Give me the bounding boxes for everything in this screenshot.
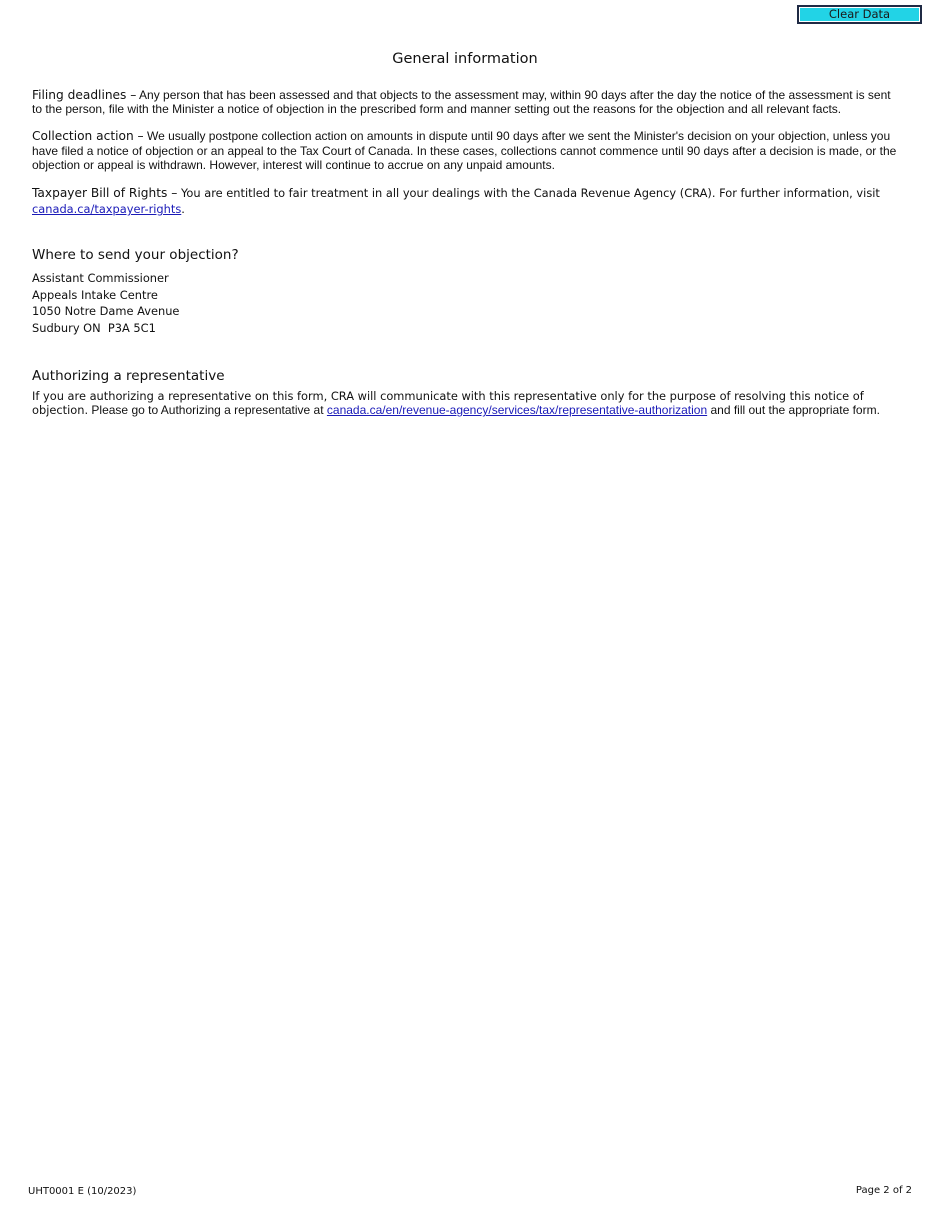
address-line: 1050 Notre Dame Avenue — [32, 304, 180, 319]
authorizing-text-middle: Please go to Authorizing a representative at — [88, 403, 327, 418]
collection-action-lead: Collection action – — [32, 129, 144, 144]
authorizing-representative-text — [32, 389, 912, 417]
address-line: Assistant Commissioner — [32, 271, 169, 285]
mailing-address — [32, 270, 179, 336]
filing-deadlines-paragraph — [32, 88, 902, 116]
authorizing-text-end: and fill out the appropriate form. — [707, 403, 880, 418]
taxpayer-rights-lead: Taxpayer Bill of Rights – — [32, 186, 178, 201]
clear-data-button[interactable]: Clear Data — [797, 5, 922, 24]
form-identifier: UHT0001 E (10/2023) — [28, 1186, 137, 1197]
filing-deadlines-lead: Filing deadlines – — [32, 88, 137, 102]
page-number: Page 2 of 2 — [855, 1185, 912, 1196]
filing-deadlines-text: Any person that has been assessed and that objects to the assessment may, within 90 days after the day the notice of the assessment is sent to the person, file with the Minister a notice of objection in the prescribed form and manner setting out the reasons for the objection and all relevant facts. — [32, 88, 891, 117]
taxpayer-rights-link[interactable]: canada.ca/taxpayer-rights — [32, 202, 182, 217]
authorizing-text-start: If you are authorizing a representative on this form, CRA will communicate with this representative only for the purpose of resolving this notice of objection. — [32, 389, 864, 418]
collection-action-text: We usually postpone collection action on amounts in dispute until 90 days after we sent the Minister's decision on your objection, unless you have filed a notice of objection or an appeal to the Tax Court of Canada. In these cases, collections cannot commence until 90 days after a decision is made, or the objection or appeal is withdrawn. However, interest will continue to accrue on any unpaid amounts. — [32, 129, 897, 172]
page-title: General information — [392, 51, 538, 67]
address-line: Sudbury ON P3A 5C1 — [32, 320, 156, 335]
collection-action-paragraph — [32, 129, 902, 172]
representative-authorization-link[interactable]: canada.ca/en/revenue-agency/services/tax/representative-authorization — [326, 403, 708, 418]
authorizing-representative-heading: Authorizing a representative — [32, 368, 225, 384]
where-to-send-heading: Where to send your objection? — [32, 247, 239, 263]
general-information-section — [32, 88, 902, 230]
taxpayer-rights-paragraph — [32, 185, 902, 217]
address-line: Appeals Intake Centre — [32, 287, 158, 302]
taxpayer-rights-end: . — [181, 202, 185, 217]
taxpayer-rights-text: You are entitled to fair treatment in all your dealings with the Canada Revenue Agency (CRA). For further information, visit — [177, 186, 880, 201]
